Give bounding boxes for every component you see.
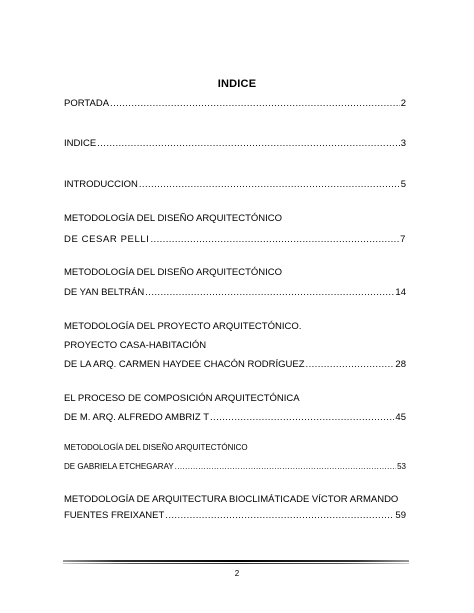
toc-entry-page: 2	[400, 98, 406, 109]
toc-entry-indice[interactable]	[64, 138, 406, 149]
toc-entry-portada[interactable]	[64, 98, 406, 109]
toc-entry-label: DE LA ARQ. CARMEN HAYDEE CHACÓN RODRÍGUEZ	[64, 359, 305, 370]
page-number: 2	[234, 569, 240, 578]
dot-leader	[306, 359, 395, 370]
toc-entry-label: DE GABRIELA ETCHEGARAY	[64, 462, 174, 471]
toc-entry-alfredo-ambriz[interactable]	[64, 412, 406, 423]
toc-entry-gabriela-etchegaray[interactable]	[64, 462, 406, 471]
toc-entry-heading: METODOLOGÍA DE ARQUITECTURA BIOCLIMÁTICADE VÍCTOR ARMANDO	[64, 494, 399, 505]
toc-entry-label: INDICE	[64, 138, 97, 149]
toc-entry-yan-beltran[interactable]	[64, 287, 406, 298]
toc-entry-heading: EL PROCESO DE COMPOSICIÓN ARQUITECTÓNICA	[64, 393, 300, 404]
toc-entry-page: 3	[400, 138, 406, 149]
toc-entry-heading: METODOLOGÍA DEL DISEÑO ARQUITECTÓNICO	[64, 267, 283, 278]
toc-entry-label: FUENTES FREIXANET	[64, 510, 165, 521]
toc-entry-page: 28	[395, 359, 406, 370]
dot-leader	[97, 138, 400, 149]
toc-entry-carmen-chacon[interactable]	[64, 359, 406, 370]
toc-entry-label: INTRODUCCION	[64, 179, 138, 190]
dot-leader	[165, 510, 394, 521]
dot-leader	[175, 462, 396, 471]
index-title: INDICE	[217, 78, 257, 90]
toc-entry-heading: METODOLOGÍA DEL DISEÑO ARQUITECTÓNICO	[64, 213, 283, 224]
toc-entry-subheading: PROYECTO CASA-HABITACIÓN	[64, 340, 207, 351]
toc-entry-label: DE YAN BELTRÁN	[64, 287, 145, 298]
toc-entry-label: DE CESAR PELLI	[64, 234, 150, 245]
dot-leader	[145, 287, 394, 298]
toc-entry-label: PORTADA	[64, 98, 110, 109]
toc-entry-cesar-pelli[interactable]	[64, 234, 406, 245]
footer-divider-shadow	[63, 563, 409, 564]
toc-entry-page: 59	[395, 510, 406, 521]
toc-entry-victor-fuentes[interactable]	[64, 510, 406, 521]
dot-leader	[139, 179, 400, 190]
toc-entry-label: DE M. ARQ. ALFREDO AMBRIZ T	[64, 412, 209, 423]
toc-entry-heading: METODOLOGÍA DEL DISEÑO ARQUITECTÓNICO	[64, 443, 248, 452]
toc-entry-page: 45	[395, 412, 406, 423]
toc-entry-introduccion[interactable]	[64, 179, 406, 190]
toc-entry-page: 5	[400, 179, 406, 190]
dot-leader	[210, 412, 394, 423]
toc-entry-page: 53	[397, 462, 406, 471]
toc-entry-heading: METODOLOGÍA DEL PROYECTO ARQUITECTÓNICO.	[64, 321, 302, 332]
dot-leader	[110, 98, 400, 109]
footer-divider	[63, 560, 409, 562]
dot-leader	[151, 234, 400, 245]
toc-entry-page: 7	[400, 234, 406, 245]
toc-entry-page: 14	[395, 287, 406, 298]
